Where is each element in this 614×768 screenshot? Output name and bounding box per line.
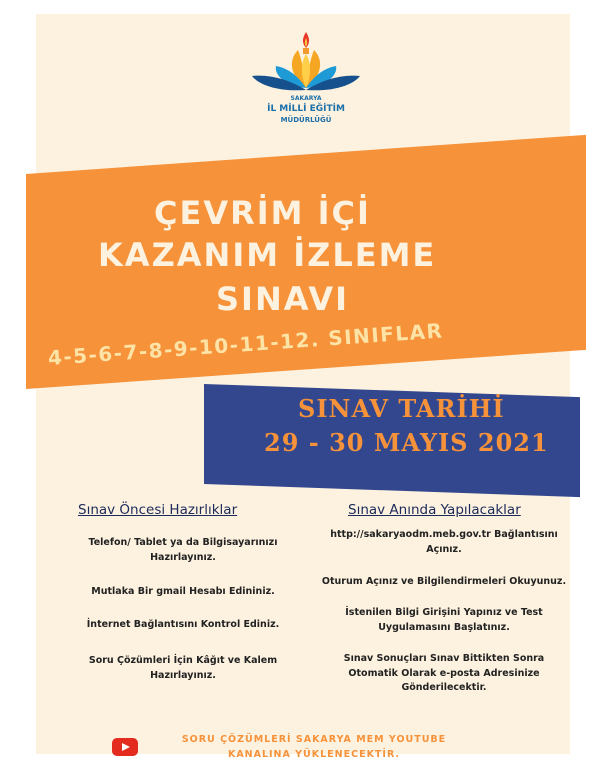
title-line-3: SINAVI: [216, 280, 349, 318]
mem-logo: [246, 26, 366, 136]
exam-dates: 29 - 30 MAYIS 2021: [264, 428, 549, 457]
before-item-1: Telefon/ Tablet ya da Bilgisayarınızı Hazırlayınız.: [88, 537, 278, 563]
during-item-4: Sınav Sonuçları Sınav Bittikten Sonra Otomatik Olarak e-posta Adresinize Gönderilecektir.: [343, 653, 545, 694]
poster: [36, 14, 570, 761]
logo-province: SAKARYA: [290, 95, 322, 102]
during-item-2: Oturum Açınız ve Bilgilendirmeleri Okuyunuz.: [321, 576, 567, 587]
before-item-4: Soru Çözümleri İçin Kâğıt ve Kalem Hazırlayınız.: [88, 655, 278, 681]
logo-directorate-line2: MÜDÜRLÜĞÜ: [280, 116, 332, 124]
exam-date-label: SINAV TARİHİ: [298, 394, 505, 423]
lotus-torch-icon: [246, 26, 366, 96]
during-item-3: İstenilen Bilgi Girişini Yapınız ve Test Uygulamasını Başlatınız.: [345, 607, 543, 633]
before-exam-heading: Sınav Öncesi Hazırlıklar: [78, 502, 238, 518]
before-item-2: Mutlaka Bir gmail Hesabı Edininiz.: [91, 586, 275, 597]
title-line-1: ÇEVRİM İÇİ: [154, 194, 371, 232]
logo-directorate-line1: İL MİLLİ EĞİTİM: [267, 104, 345, 114]
during-exam-heading: Sınav Anında Yapılacaklar: [348, 502, 521, 518]
youtube-icon: [112, 738, 138, 756]
before-item-3: İnternet Bağlantısını Kontrol Ediniz.: [86, 619, 280, 630]
during-item-1: http://sakaryaodm.meb.gov.tr Bağlantısını Açınız.: [330, 529, 558, 555]
title-line-2: KAZANIM İZLEME: [98, 236, 437, 274]
grade-levels: 4-5-6-7-8-9-10-11-12. SINIFLAR: [47, 318, 445, 370]
footer-notice: SORU ÇÖZÜMLERİ SAKARYA MEM YOUTUBE KANALINA YÜKLENECEKTİR.: [181, 734, 447, 761]
